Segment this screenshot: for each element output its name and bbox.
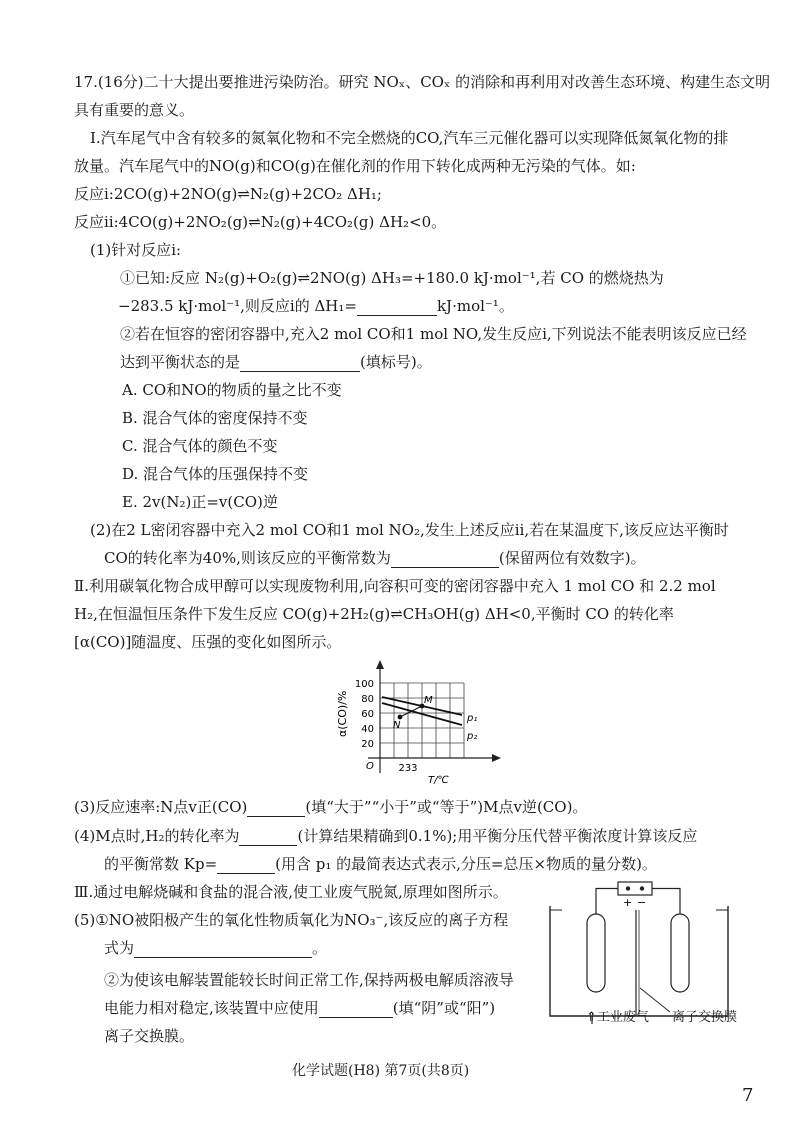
q2-hint: (保留两位有效数字)。	[498, 549, 646, 567]
page-footer: 化学试题(H8) 第7页(共8页)	[292, 1063, 470, 1079]
y-axis-arrow	[376, 660, 384, 669]
answer-blank-dh1[interactable]	[357, 299, 437, 316]
x-axis-label: T/℃	[428, 775, 449, 785]
label-p1: p₁	[467, 713, 478, 724]
q2-text: CO的转化率为40%,则该反应的平衡常数为	[104, 549, 391, 567]
q2-line1: (2)在2 L密闭容器中充入2 mol CO和1 mol NO₂,发生上述反应ⅱ,若在某温度下,该反应达平衡时	[90, 521, 729, 539]
question-header-cont: 具有重要的意义。	[74, 101, 195, 119]
q5-a-line1: (5)①NO被阳极产生的氧化性物质氧化为NO₃⁻,该反应的离子方程	[74, 911, 509, 929]
q4-hint1: (计算结果精确到0.1%);用平衡分压代替平衡浓度计算该反应	[297, 827, 698, 845]
q1-a-text: −283.5 kJ·mol⁻¹,则反应ⅰ的 ΔH₁=	[118, 297, 357, 315]
y-tick-100: 100	[354, 679, 374, 690]
q2-line2	[104, 548, 646, 568]
anode-electrode	[587, 914, 605, 992]
q1-a-unit: kJ·mol⁻¹。	[436, 297, 514, 315]
answer-blank-kp[interactable]	[217, 857, 275, 874]
part2-line2: H₂,在恒温恒压条件下发生反应 CO(g)+2H₂(g)⇌CH₃OH(g) ΔH<0,平衡时 CO 的转化率	[74, 605, 674, 623]
option-b: B. 混合气体的密度保持不变	[122, 409, 308, 427]
part2-line1: Ⅱ.利用碳氧化物合成甲醇可以实现废物利用,向容积可变的密闭容器中充入 1 mol CO 和 2.2 mol	[74, 577, 716, 595]
wire-left	[596, 889, 618, 915]
power-terminal-right	[640, 886, 644, 890]
answer-blank-membrane[interactable]	[319, 1001, 393, 1018]
conversion-graph	[330, 655, 510, 785]
q5-a-line2	[104, 938, 327, 958]
option-d: D. 混合气体的压强保持不变	[122, 465, 309, 483]
origin-label: O	[366, 761, 374, 772]
q5-a-end: 。	[312, 939, 328, 957]
q5-b-text: 电能力相对稳定,该装置中应使用	[104, 999, 319, 1017]
part3-line: Ⅲ.通过电解烧碱和食盐的混合液,使工业废气脱氮,原理如图所示。	[74, 883, 508, 901]
y-axis-label: α(CO)/%	[336, 690, 349, 737]
q3-text: (3)反应速率:N点v正(CO)	[74, 798, 248, 816]
y-tick-20: 20	[361, 739, 374, 750]
q1-head: (1)针对反应ⅰ:	[90, 241, 182, 259]
q5-b-line1: ②为使该电解装置能较长时间正常工作,保持两极电解质溶液导	[104, 971, 514, 989]
part1-text-cont: 放量。汽车尾气中的NO(g)和CO(g)在催化剂的作用下转化成两种无污染的气体。如:	[74, 157, 636, 175]
label-p2: p₂	[467, 731, 478, 742]
label-m: M	[424, 695, 433, 706]
q3-line	[74, 797, 587, 817]
x-tick-233: 233	[398, 763, 418, 774]
q4-text2: 的平衡常数 Kp=	[104, 855, 218, 873]
answer-blank-option[interactable]	[240, 355, 360, 372]
q4-text1: (4)M点时,H₂的转化率为	[74, 827, 240, 845]
q4-line1	[74, 826, 697, 846]
reaction-i: 反应ⅰ:2CO(g)+2NO(g)⇌N₂(g)+2CO₂ ΔH₁;	[74, 185, 382, 203]
q5-b-line3: 离子交换膜。	[104, 1027, 195, 1045]
q1-b-line2	[120, 352, 432, 372]
answer-blank-ionic-equation[interactable]	[134, 941, 312, 958]
q5-a-text: 式为	[104, 939, 135, 957]
electrolysis-cell-diagram	[548, 876, 760, 1026]
minus-sign: −	[637, 896, 647, 909]
cathode-electrode	[671, 914, 689, 992]
answer-blank-h2-conversion[interactable]	[239, 829, 297, 846]
q1-b-line1: ②若在恒容的密闭容器中,充入2 mol CO和1 mol NO,发生反应ⅰ,下列说法不能表明该反应已经	[120, 325, 747, 343]
answer-blank-k[interactable]	[391, 551, 499, 568]
option-a: A. CO和NO的物质的量之比不变	[122, 381, 342, 399]
point-n	[398, 715, 403, 720]
y-tick-80: 80	[361, 694, 374, 705]
x-axis-arrow	[492, 754, 501, 762]
q4-hint2: (用含 p₁ 的最简表达式表示,分压=总压×物质的量分数)。	[275, 855, 657, 873]
n-to-m-line	[400, 706, 422, 717]
gas-inlet-label	[586, 1008, 649, 1028]
power-source	[618, 882, 652, 895]
option-e: E. 2v(N₂)正=v(CO)逆	[122, 493, 278, 511]
y-tick-60: 60	[361, 709, 374, 720]
q1-a-line2	[118, 296, 514, 316]
up-arrow-icon: ⇑	[586, 1010, 597, 1025]
q1-a-line1: ①已知:反应 N₂(g)+O₂(g)⇌2NO(g) ΔH₃=+180.0 kJ·mol⁻¹,若 CO 的燃烧热为	[120, 269, 664, 287]
question-header: 17.(16分)二十大提出要推进污染防治。研究 NOₓ、COₓ 的消除和再利用对改善生态环境、构建生态文明	[74, 73, 771, 91]
q3-hint: (填“大于”“小于”或“等于”)M点v逆(CO)。	[305, 798, 588, 816]
gas-label-text: 工业废气	[596, 1010, 649, 1025]
q5-b-hint: (填“阴”或“阳”)	[392, 999, 496, 1017]
part1-text: Ⅰ.汽车尾气中含有较多的氮氧化物和不完全燃烧的CO,汽车三元催化器可以实现降低氮氧化物的排	[90, 129, 729, 147]
q1-b-hint: (填标号)。	[360, 353, 432, 371]
wire-right	[652, 889, 680, 915]
q4-line2	[104, 854, 657, 874]
y-tick-40: 40	[361, 724, 374, 735]
power-terminal-left	[626, 886, 630, 890]
answer-blank-rate[interactable]	[247, 800, 305, 817]
page-number: 7	[742, 1085, 754, 1106]
q5-b-line2	[104, 998, 495, 1018]
option-c: C. 混合气体的颜色不变	[122, 437, 278, 455]
membrane-label: 离子交换膜	[672, 1010, 738, 1025]
plus-sign: +	[623, 896, 633, 909]
label-n: N	[393, 720, 401, 731]
reaction-ii: 反应ⅱ:4CO(g)+2NO₂(g)⇌N₂(g)+4CO₂(g) ΔH₂<0。	[74, 213, 447, 231]
q1-b-text: 达到平衡状态的是	[120, 353, 241, 371]
part2-line3: [α(CO)]随温度、压强的变化如图所示。	[74, 633, 342, 651]
